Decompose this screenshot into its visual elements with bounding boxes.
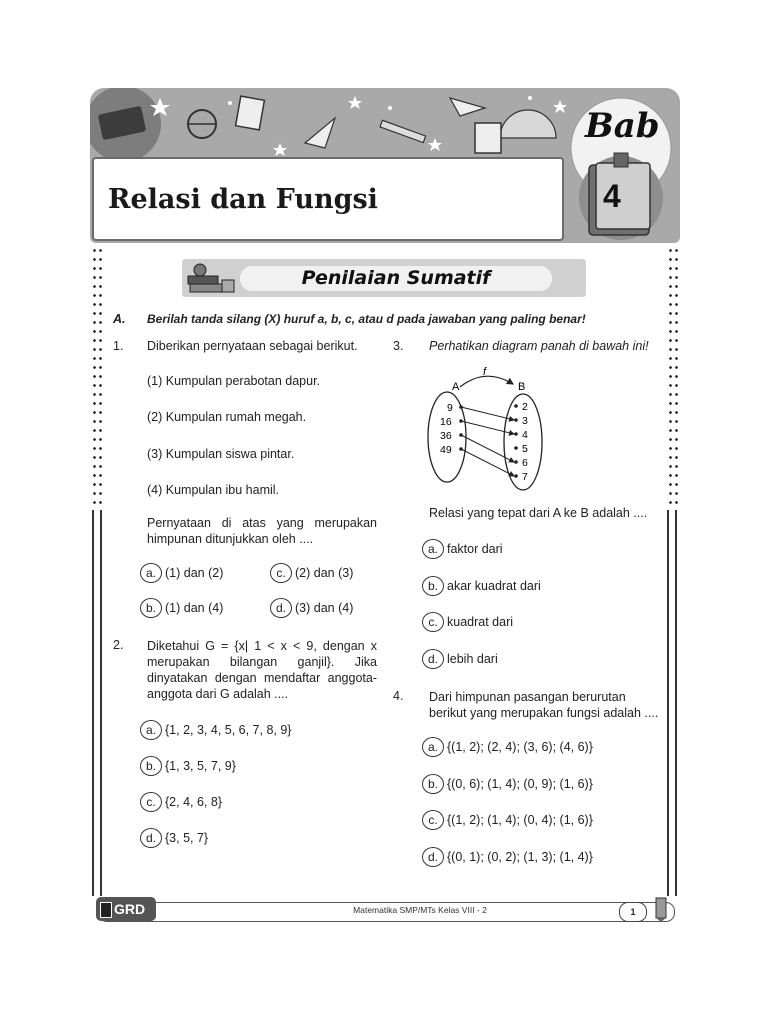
- set-a-element: 9: [447, 402, 453, 414]
- q3-option-d-text: lebih dari: [447, 652, 498, 666]
- option-letter-circle: c.: [140, 792, 162, 812]
- q3-option-a[interactable]: [422, 539, 503, 559]
- mapping-arrow-f: [460, 376, 513, 387]
- set-a-element: 16: [440, 416, 452, 428]
- q2-question: Diketahui G = {x| 1 < x < 9, dengan x merupakan bilangan ganjil}. Jika dinyatakan dengan mendaftar anggota-anggota dari G adalah ....: [147, 639, 377, 701]
- q1-option-d-text: (3) dan (4): [295, 601, 354, 615]
- phone-icon: [100, 902, 112, 918]
- set-a-element: 49: [440, 444, 452, 456]
- section-instruction: Berilah tanda silang (X) huruf a, b, c, atau d pada jawaban yang paling benar!: [147, 312, 586, 326]
- right-dotted-border-inner: [675, 246, 678, 508]
- q2-option-b[interactable]: [140, 756, 236, 776]
- pencil-icon: [648, 894, 674, 922]
- section-letter: A.: [113, 312, 126, 326]
- q4-option-d[interactable]: [422, 847, 593, 867]
- chapter-title: Relasi dan Fungsi: [108, 184, 378, 215]
- right-dotted-border: [669, 246, 672, 508]
- q4-number: 4.: [393, 689, 404, 703]
- q1-statement-1: (1) Kumpulan perabotan dapur.: [147, 374, 321, 388]
- q3-question: Relasi yang tepat dari A ke B adalah ....: [429, 506, 648, 520]
- set-b-element: 2: [522, 401, 528, 413]
- arrow-diagram: [425, 362, 555, 492]
- q1-statement-3: (3) Kumpulan siswa pintar.: [147, 447, 295, 461]
- q1-option-a-text: (1) dan (2): [165, 566, 224, 580]
- q1-option-c[interactable]: [270, 563, 353, 583]
- q3-option-b-text: akar kuadrat dari: [447, 579, 541, 593]
- option-letter-circle: c.: [422, 612, 444, 632]
- set-b-element: 3: [522, 415, 528, 427]
- q1-option-a[interactable]: [140, 563, 223, 583]
- q4-option-c-text: {(1, 2); (1, 4); (0, 4); (1, 6)}: [447, 813, 593, 827]
- set-b-element: 4: [522, 429, 528, 441]
- q1-option-b-text: (1) dan (4): [165, 601, 224, 615]
- q4-option-b[interactable]: [422, 774, 593, 794]
- option-letter-circle: b.: [422, 576, 444, 596]
- set-b-element: 5: [522, 443, 528, 455]
- option-letter-circle: a.: [422, 737, 444, 757]
- set-b-element: 6: [522, 457, 528, 469]
- left-frame-border: [92, 510, 102, 896]
- option-letter-circle: d.: [422, 649, 444, 669]
- option-letter-circle: b.: [140, 756, 162, 776]
- q1-statement-2: (2) Kumpulan rumah megah.: [147, 410, 307, 424]
- set-b-element: 7: [522, 471, 528, 483]
- option-letter-circle: d.: [140, 828, 162, 848]
- q3-option-b[interactable]: [422, 576, 541, 596]
- q4-option-b-text: {(0, 6); (1, 4); (0, 9); (1, 6)}: [447, 777, 593, 791]
- option-letter-circle: a.: [140, 563, 162, 583]
- q1-intro: Diberikan pernyataan sebagai berikut.: [147, 339, 358, 353]
- option-letter-circle: c.: [422, 810, 444, 830]
- q3-intro: Perhatikan diagram panah di bawah ini!: [429, 339, 649, 353]
- publisher-logo: GRD: [96, 897, 156, 921]
- option-letter-circle: a.: [140, 720, 162, 740]
- option-letter-circle: b.: [422, 774, 444, 794]
- q4-option-d-text: {(0, 1); (0, 2); (1, 3); (1, 4)}: [447, 850, 593, 864]
- q3-option-d[interactable]: [422, 649, 498, 669]
- q1-question: Pernyataan di atas yang merupakan himpunan ditunjukkan oleh ....: [147, 516, 377, 546]
- q3-number: 3.: [393, 339, 404, 353]
- q2-option-d[interactable]: [140, 828, 208, 848]
- left-dotted-border-inner: [99, 246, 102, 508]
- set-a-element: 36: [440, 430, 452, 442]
- q2-option-c-text: {2, 4, 6, 8}: [165, 795, 222, 809]
- option-letter-circle: d.: [270, 598, 292, 618]
- q1-option-d[interactable]: [270, 598, 353, 618]
- q1-option-b[interactable]: [140, 598, 223, 618]
- diagram-label-b: B: [518, 381, 526, 393]
- option-letter-circle: d.: [422, 847, 444, 867]
- q2-option-c[interactable]: [140, 792, 222, 812]
- option-letter-circle: a.: [422, 539, 444, 559]
- q4-option-a[interactable]: [422, 737, 593, 757]
- q2-option-d-text: {3, 5, 7}: [165, 831, 209, 845]
- q4-option-c[interactable]: [422, 810, 593, 830]
- q2-option-b-text: {1, 3, 5, 7, 9}: [165, 759, 236, 773]
- section-banner-title: Penilaian Sumatif: [301, 267, 491, 289]
- bab-label: Bab: [585, 106, 660, 146]
- q2-option-a[interactable]: [140, 720, 291, 740]
- q3-option-c-text: kuadrat dari: [447, 615, 514, 629]
- option-letter-circle: b.: [140, 598, 162, 618]
- q1-statement-4: (4) Kumpulan ibu hamil.: [147, 483, 280, 497]
- q2-option-a-text: {1, 2, 3, 4, 5, 6, 7, 8, 9}: [165, 723, 292, 737]
- chapter-number: 4: [603, 178, 621, 214]
- left-dotted-border: [93, 246, 96, 508]
- q2-number: 2.: [113, 638, 124, 652]
- right-frame-border: [667, 510, 677, 896]
- footer-book-title: Matematika SMP/MTs Kelas VIII - 2: [353, 905, 487, 915]
- diagram-label-f: f: [483, 366, 487, 378]
- option-letter-circle: c.: [270, 563, 292, 583]
- q1-number: 1.: [113, 339, 124, 353]
- q3-option-c[interactable]: [422, 612, 513, 632]
- q3-option-a-text: faktor dari: [447, 542, 503, 556]
- q1-option-c-text: (2) dan (3): [295, 566, 354, 580]
- q4-question: Dari himpunan pasangan berurutan berikut yang merupakan fungsi adalah ....: [429, 690, 659, 720]
- books-icon: [184, 262, 238, 296]
- diagram-label-a: A: [452, 381, 460, 393]
- page-number: 1: [619, 902, 647, 922]
- q4-option-a-text: {(1, 2); (2, 4); (3, 6); (4, 6)}: [447, 740, 593, 754]
